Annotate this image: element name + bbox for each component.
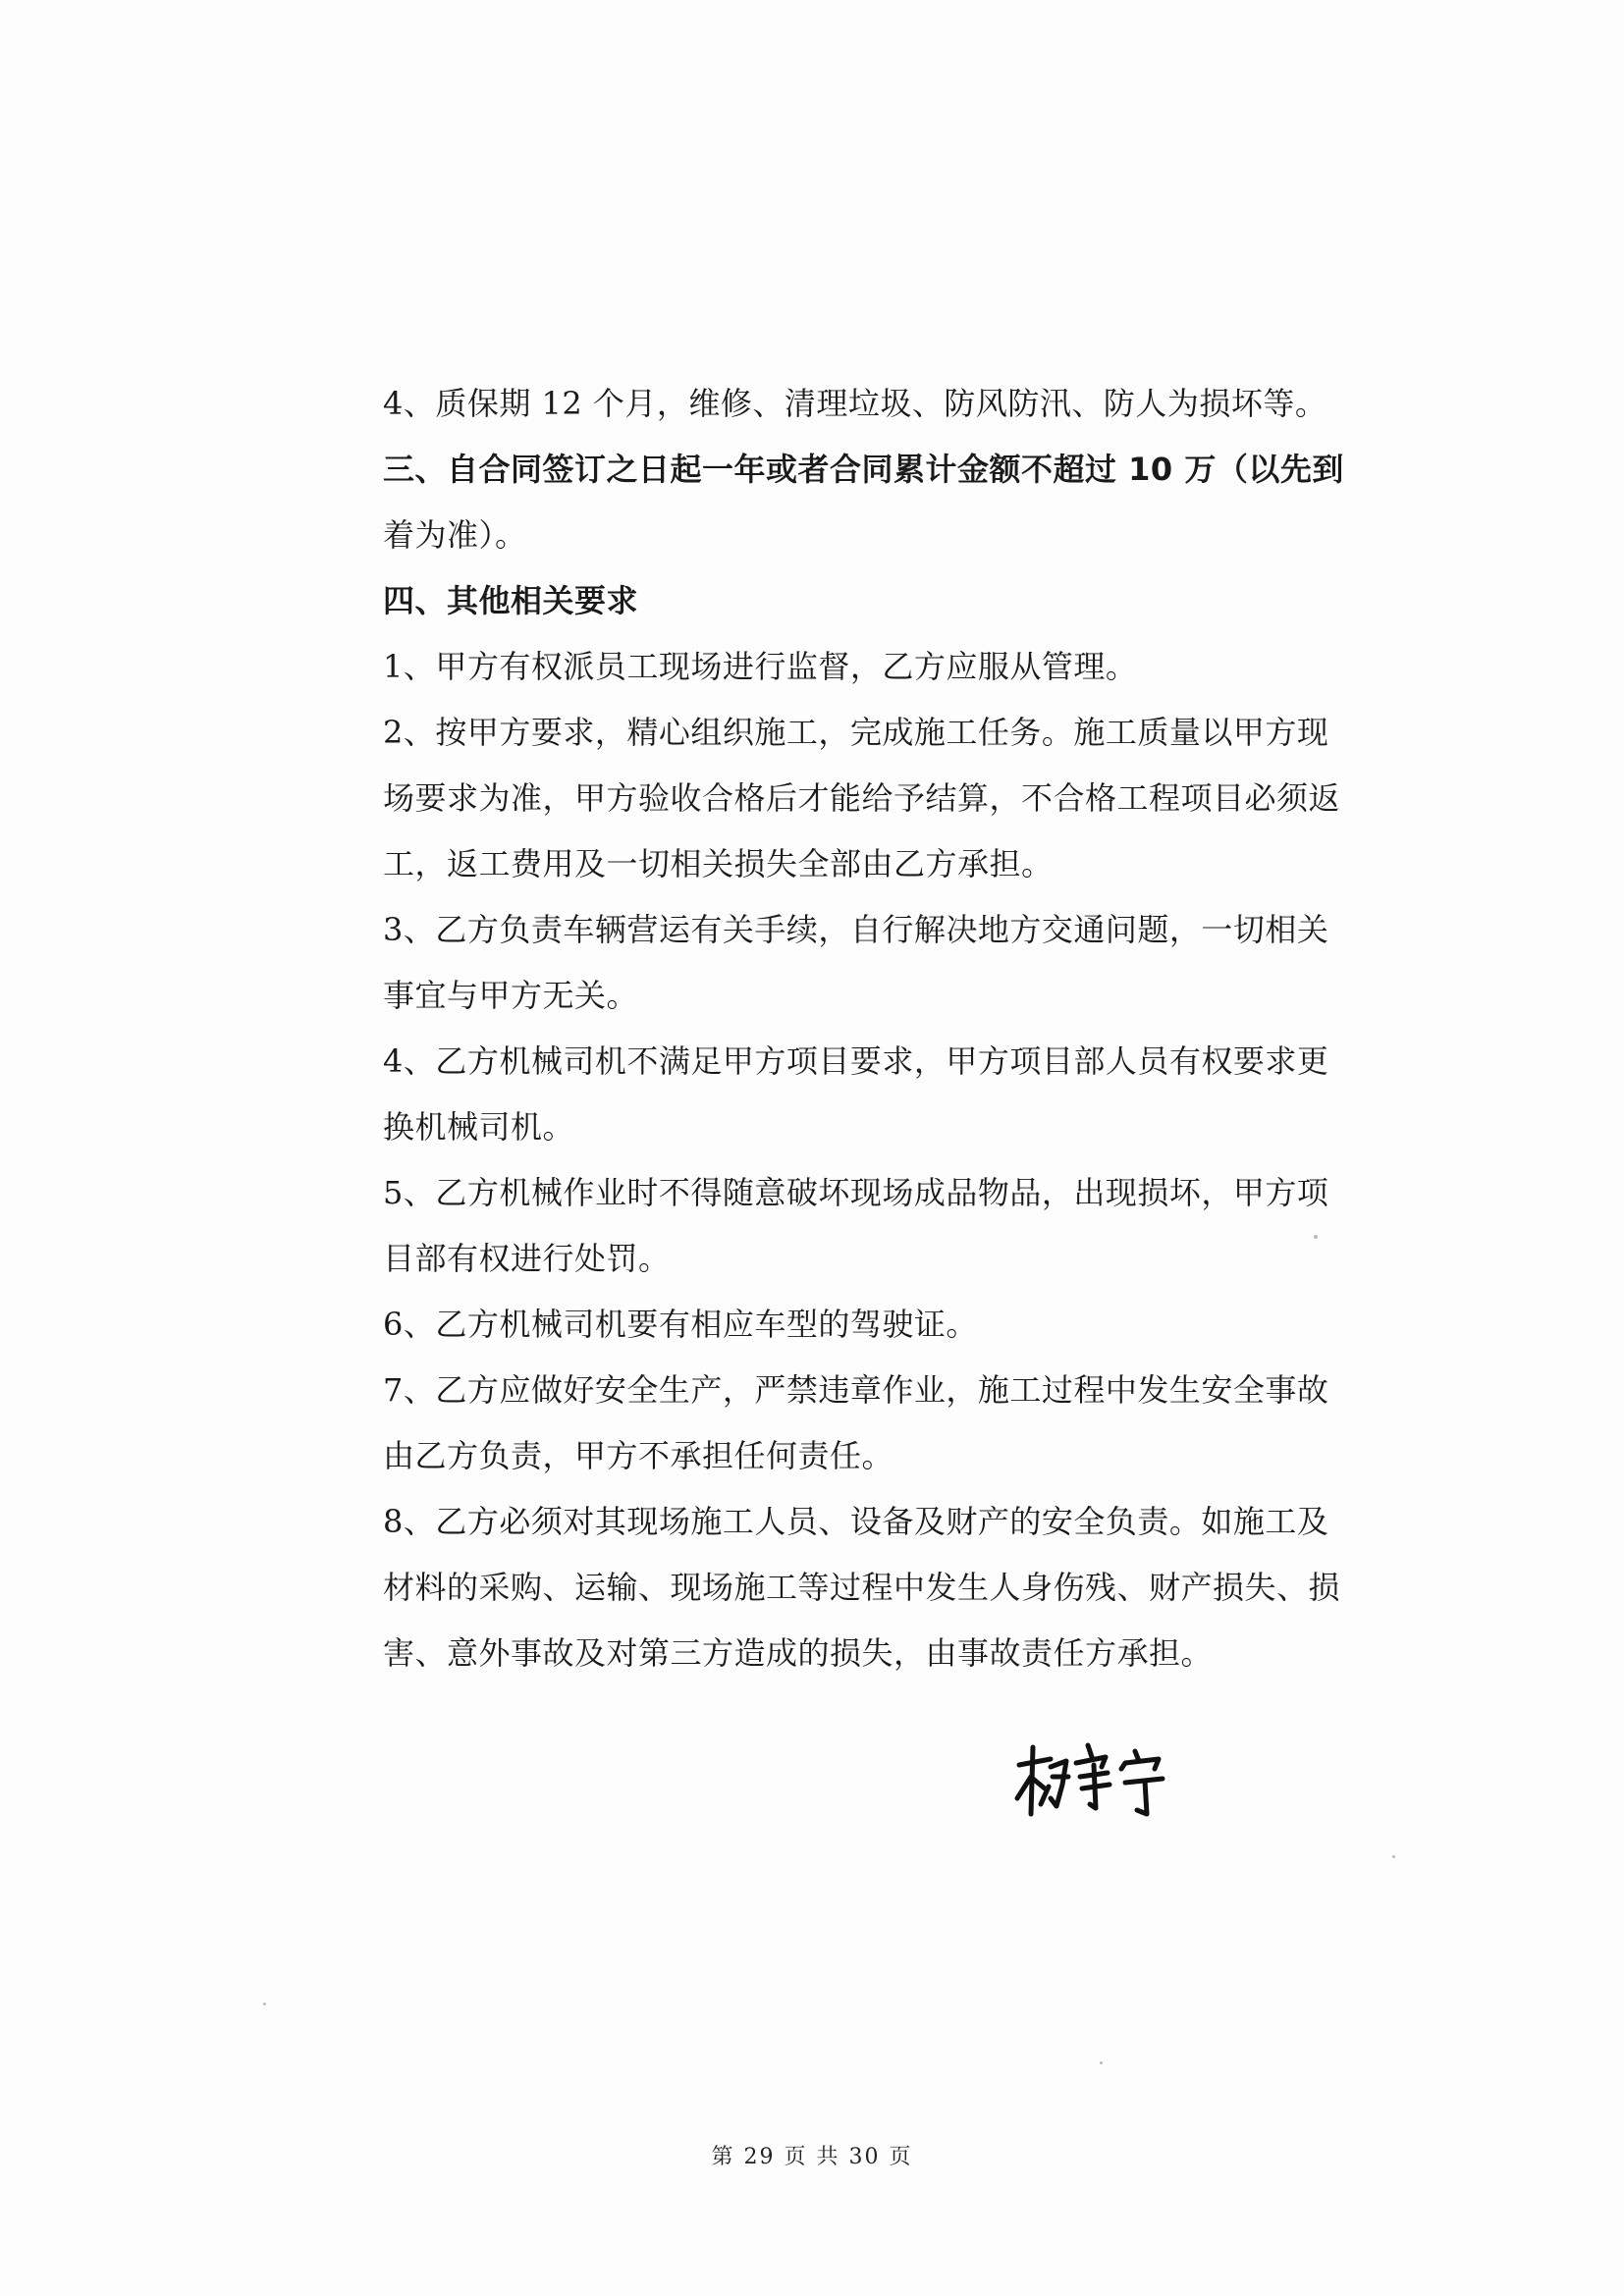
- body-text-line: 2、按甲方要求，精心组织施工，完成施工任务。施工质量以甲方现: [383, 714, 1329, 751]
- page-number-footer: 第 29 页 共 30 页: [711, 2145, 913, 2169]
- handwritten-signature-icon: [1011, 1737, 1178, 1826]
- body-text-line: 害、意外事故及对第三方造成的损失，由事故责任方承担。: [383, 1634, 1214, 1672]
- body-text-line: 目部有权进行处罚。: [383, 1240, 671, 1277]
- scan-speck: [1392, 1855, 1395, 1858]
- scan-speck: [1314, 1235, 1318, 1239]
- body-text-line: 1、甲方有权派员工现场进行监督，乙方应服从管理。: [383, 648, 1138, 685]
- section-heading-line: 三、自合同签订之日起一年或者合同累计金额不超过 10 万（以先到: [383, 451, 1344, 488]
- body-text-line: 工，返工费用及一切相关损失全部由乙方承担。: [383, 845, 1054, 882]
- body-text-line: 8、乙方必须对其现场施工人员、设备及财产的安全负责。如施工及: [383, 1503, 1329, 1540]
- body-text-line: 材料的采购、运输、现场施工等过程中发生人身伤残、财产损失、损: [383, 1569, 1341, 1606]
- body-text-line: 由乙方负责，甲方不承担任何责任。: [383, 1437, 894, 1474]
- body-text-line: 着为准）。: [383, 516, 527, 554]
- body-text-line: 换机械司机。: [383, 1108, 575, 1146]
- document-body: [383, 371, 1344, 1686]
- body-text-line: 6、乙方机械司机要有相应车型的驾驶证。: [383, 1306, 978, 1343]
- body-text-line: 4、乙方机械司机不满足甲方项目要求，甲方项目部人员有权要求更: [383, 1042, 1329, 1080]
- section-heading-line: 四、其他相关要求: [383, 582, 639, 619]
- body-text-line: 事宜与甲方无关。: [383, 977, 639, 1014]
- scan-speck: [1100, 2061, 1103, 2064]
- body-text-line: 7、乙方应做好安全生产，严禁违章作业，施工过程中发生安全事故: [383, 1371, 1329, 1409]
- body-text-line: 4、质保期 12 个月，维修、清理垃圾、防风防汛、防人为损坏等。: [383, 385, 1327, 422]
- body-text-line: 3、乙方负责车辆营运有关手续，自行解决地方交通问题，一切相关: [383, 911, 1329, 948]
- body-text-line: 5、乙方机械作业时不得随意破坏现场成品物品，出现损坏，甲方项: [383, 1174, 1329, 1211]
- scan-speck: [263, 2002, 266, 2005]
- body-text-line: 场要求为准，甲方验收合格后才能给予结算，不合格工程项目必须返: [383, 779, 1341, 817]
